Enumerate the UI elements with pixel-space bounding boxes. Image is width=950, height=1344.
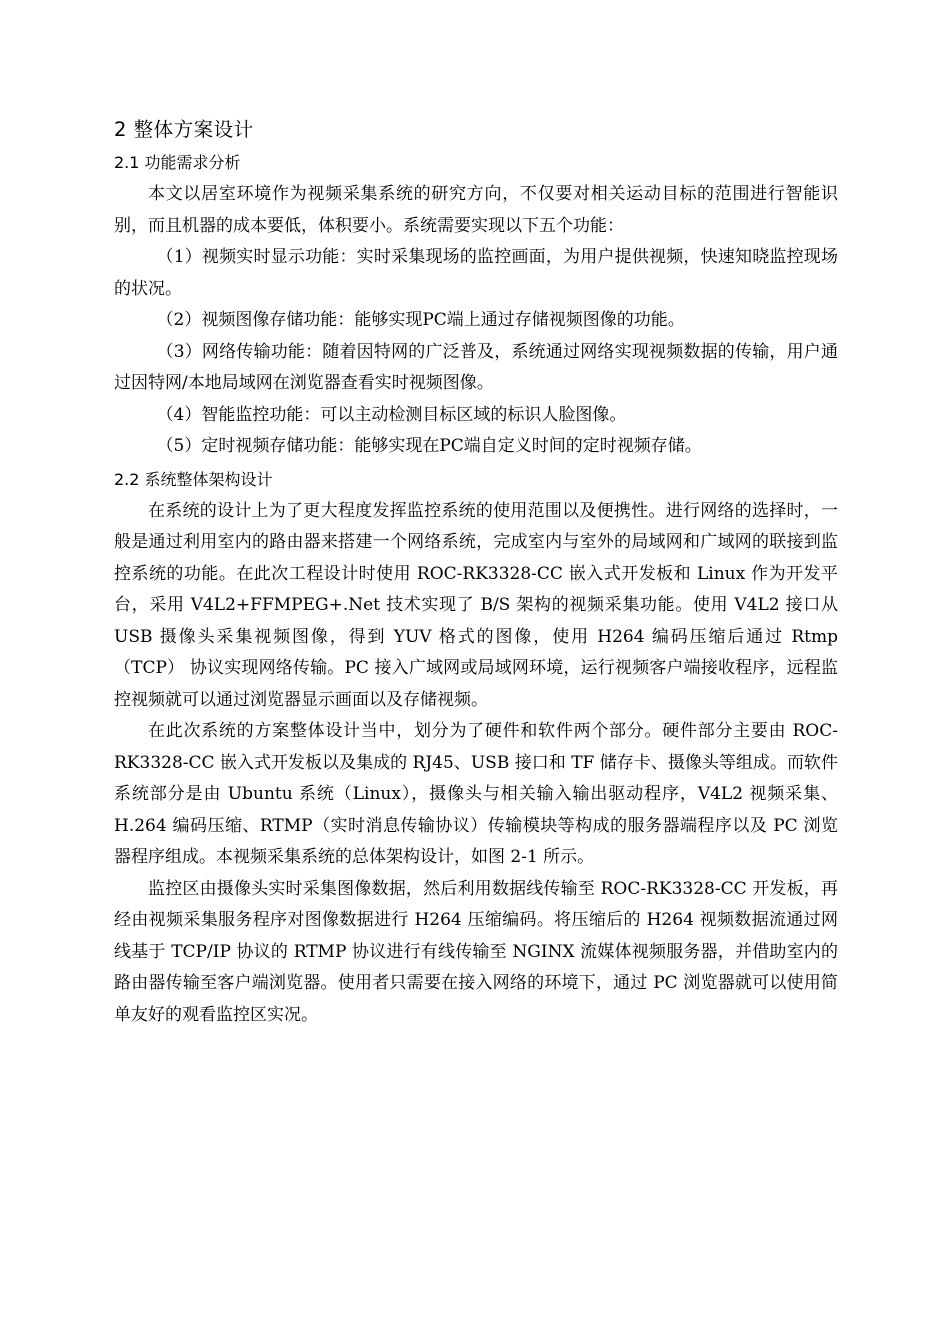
requirement-item-4: （4）智能监控功能：可以主动检测目标区域的标识人脸图像。 bbox=[156, 404, 627, 425]
subsection-heading-requirements: 2.1 功能需求分析 bbox=[114, 153, 241, 172]
architecture-paragraph-3: 监控区由摄像头实时采集图像数据，然后利用数据线传输至 ROC-RK3328-CC 开发板，再经由视频采集服务程序对图像数据进行 H264 压缩编码。将压缩后的 H264 视频数据流通过网线基于 TCP/IP 协议的 RTMP 协议进行有线传输至 NGINX 流媒体视频服务器，并借助室内的路由器传输至客户端浏览器。使用者只需要在接入网络的环境下，通过 PC 浏览器就可以使用简单友好的观看监控区实况。 bbox=[114, 878, 838, 1025]
section-heading: 2 整体方案设计 bbox=[114, 118, 254, 141]
subsection-heading-architecture: 2.2 系统整体架构设计 bbox=[114, 469, 273, 489]
requirements-intro-paragraph: 本文以居室环境作为视频采集系统的研究方向，不仅要对相关运动目标的范围进行智能识别，而且机器的成本要低，体积要小。系统需要实现以下五个功能： bbox=[114, 184, 838, 236]
architecture-paragraph-1: 在系统的设计上为了更大程度发挥监控系统的使用范围以及便携性。进行网络的选择时，一般是通过利用室内的路由器来搭建一个网络系统，完成室内与室外的局域网和广域网的联接到监控系统的功能。在此次工程设计时使用 ROC-RK3328-CC 嵌入式开发板和 Linux 作为开发平台，采用 V4L2+FFMPEG+.Net 技术实现了 B/S 架构的视频采集功能。使用 V4L2 接口从 USB 摄像头采集视频图像，得到 YUV 格式的图像，使用 H264 编码压缩后通过 Rtmp（TCP） 协议实现网络传输。PC 接入广域网或局域网环境，运行视频客户端接收程序，远程监控视频就可以通过浏览器显示画面以及存储视频。 bbox=[114, 500, 838, 710]
architecture-paragraph-2: 在此次系统的方案整体设计当中，划分为了硬件和软件两个部分。硬件部分主要由 ROC-RK3328-CC 嵌入式开发板以及集成的 RJ45、USB 接口和 TF 储存卡、摄像头等组成。而软件系统部分是由 Ubuntu 系统（Linux），摄像头与相关输入输出驱动程序，V4L2 视频采集、H.264 编码压缩、RTMP（实时消息传输协议）传输模块等构成的服务器端程序以及 PC 浏览器程序组成。本视频采集系统的总体架构设计，如图 2-1 所示。 bbox=[114, 721, 838, 867]
requirement-item-2: （2）视频图像存储功能：能够实现PC端上通过存储视频图像的功能。 bbox=[156, 310, 685, 330]
requirement-item-5: （5）定时视频存储功能：能够实现在PC端自定义时间的定时视频存储。 bbox=[156, 436, 702, 456]
document-body bbox=[114, 114, 838, 1031]
requirement-item-3: （3）网络传输功能：随着因特网的广泛普及，系统通过网络实现视频数据的传输，用户通过因特网/本地局域网在浏览器查看实时视频图像。 bbox=[114, 341, 838, 393]
requirement-item-1: （1）视频实时显示功能：实时采集现场的监控画面，为用户提供视频，快速知晓监控现场的状况。 bbox=[114, 247, 838, 299]
